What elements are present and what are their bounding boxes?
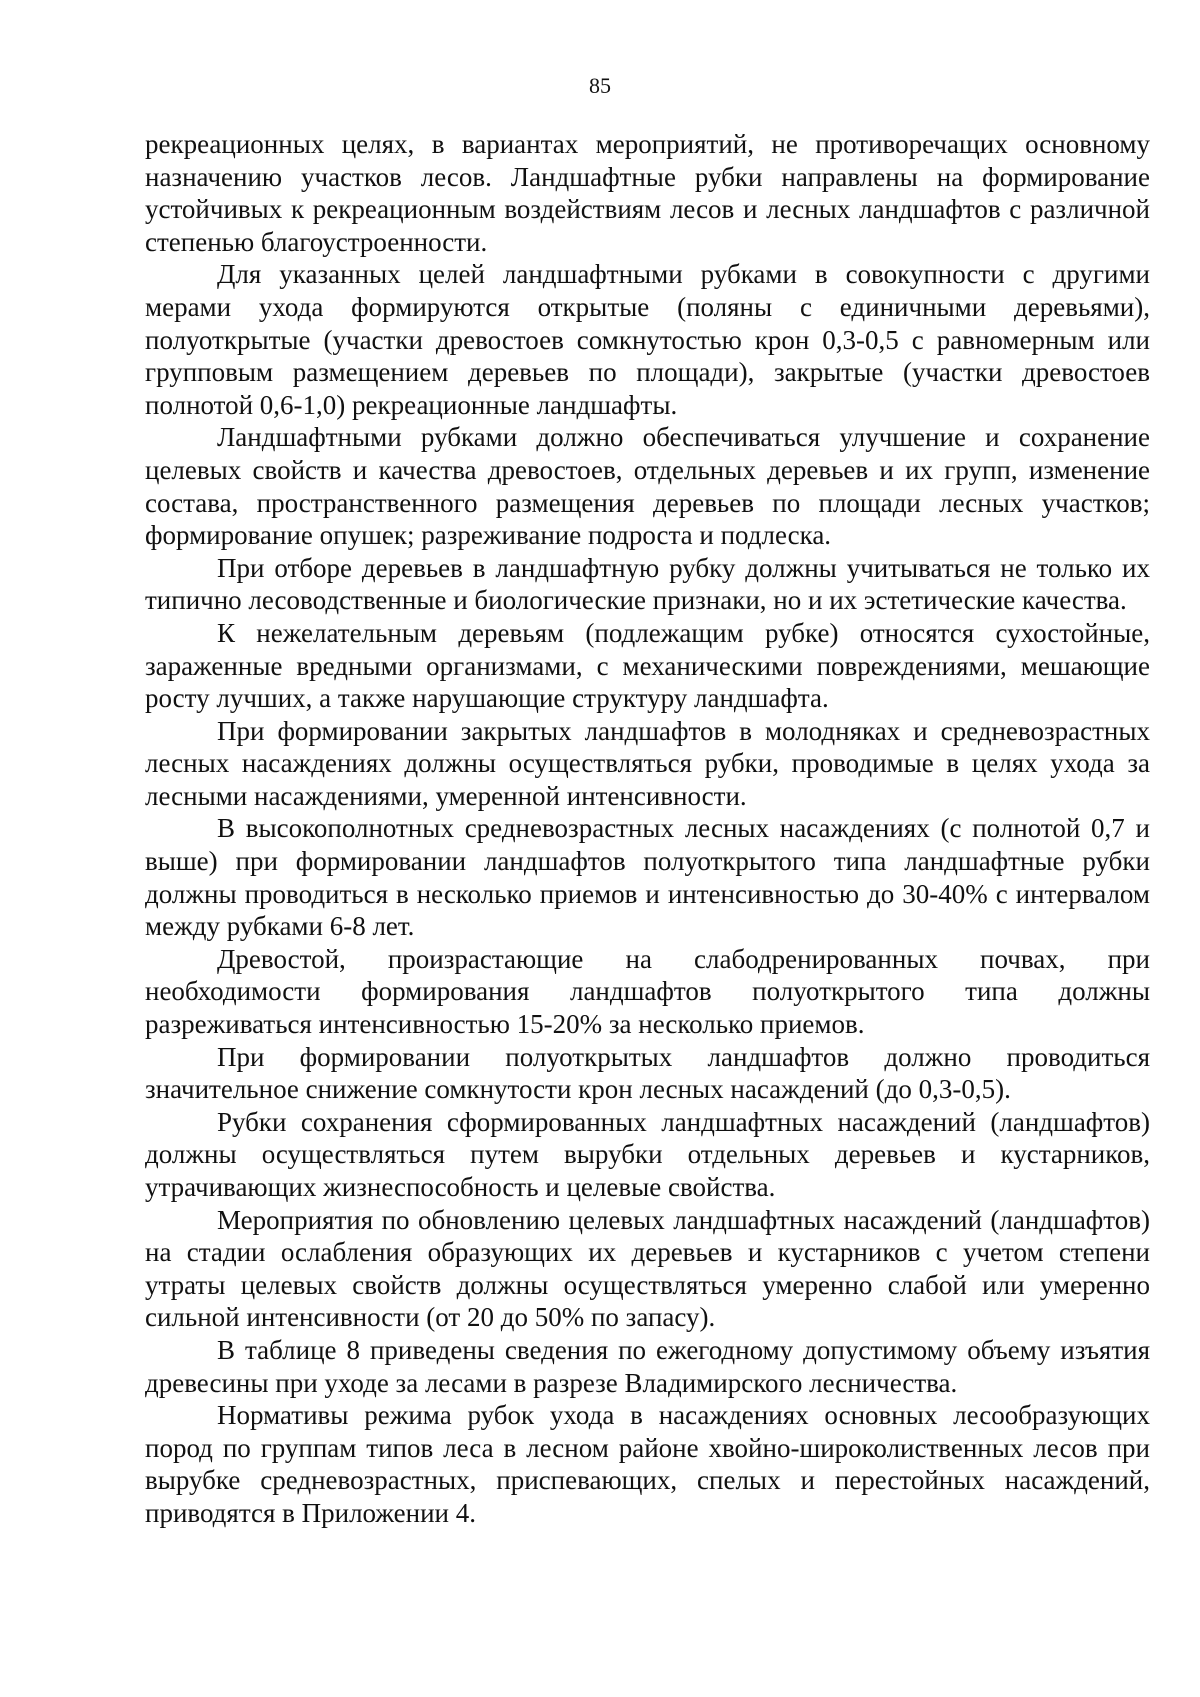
paragraph-3: Ландшафтными рубками должно обеспечиваться улучшение и сохранение целевых свойств и качества древостоев, отдельных деревьев и их групп, изменение состава, пространственного размещения деревьев по площади лесных участков; формирование опушек; разреживание подроста и подлеска. <box>145 422 1150 551</box>
paragraph-13: Нормативы режима рубок ухода в насаждениях основных лесообразующих пород по группам типов леса в лесном районе хвойно-широколиственных лесов при вырубке средневозрастных, приспевающих, спелых и перестойных насаждений, приводятся в Приложении 4. <box>145 1400 1150 1528</box>
paragraph-1: рекреационных целях, в вариантах мероприятий, не противоречащих основному назначению участков лесов. Ландшафтные рубки направлены на формирование устойчивых к рекреационным воздействиям лесов и лесных ландшафтов с различной степенью благоустроенности. <box>145 129 1150 257</box>
paragraph-8: Древостой, произрастающие на слабодренированных почвах, при необходимости формирования ландшафтов полуоткрытого типа должны разреживаться интенсивностью 15-20% за несколько приемов. <box>145 943 1150 1040</box>
document-body <box>145 128 1150 1530</box>
paragraph-2: Для указанных целей ландшафтными рубками в совокупности с другими мерами ухода формируются открытые (поляны с единичными деревьями), полуоткрытые (участки древостоев сомкнутостью крон 0,3-0,5 с равномерным или групповым размещением деревьев по площади), закрытые (участки древостоев полнотой 0,6-1,0) рекреационные ландшафты. <box>145 259 1150 420</box>
paragraph-10: Рубки сохранения сформированных ландшафтных насаждений (ландшафтов) должны осуществляться путем вырубки отдельных деревьев и кустарников, утрачивающих жизнеспособность и целевые свойства. <box>145 1106 1150 1202</box>
paragraph-4: При отборе деревьев в ландшафтную рубку должны учитываться не только их типично лесоводственные и биологические признаки, но и их эстетические качества. <box>145 552 1150 616</box>
paragraph-5: К нежелательным деревьям (подлежащим рубке) относятся сухостойные, зараженные вредными организмами, с механическими повреждениями, мешающие росту лучших, а также нарушающие структуру ландшафта. <box>145 617 1150 714</box>
page-number: 85 <box>589 73 611 98</box>
paragraph-6: При формировании закрытых ландшафтов в молодняках и средневозрастных лесных насаждениях должны осуществляться рубки, проводимые в целях ухода за лесными насаждениями, умеренной интенсивности. <box>145 715 1150 811</box>
paragraph-7: В высокополнотных средневозрастных лесных насаждениях (с полнотой 0,7 и выше) при формировании ландшафтов полуоткрытого типа ландшафтные рубки должны проводиться в несколько приемов и интенсивностью до 30-40% с интервалом между рубками 6-8 лет. <box>145 813 1150 942</box>
paragraph-9: При формировании полуоткрытых ландшафтов должно проводиться значительное снижение сомкнутости крон лесных насаждений (до 0,3-0,5). <box>145 1041 1150 1105</box>
paragraph-12: В таблице 8 приведены сведения по ежегодному допустимому объему изъятия древесины при уходе за лесами в разрезе Владимирского лесничества. <box>145 1334 1150 1398</box>
paragraph-11: Мероприятия по обновлению целевых ландшафтных насаждений (ландшафтов) на стадии ослабления образующих их деревьев и кустарников с учетом степени утраты целевых свойств должны осуществляться умеренно слабой или умеренно сильной интенсивности (от 20 до 50% по запасу). <box>145 1204 1150 1333</box>
